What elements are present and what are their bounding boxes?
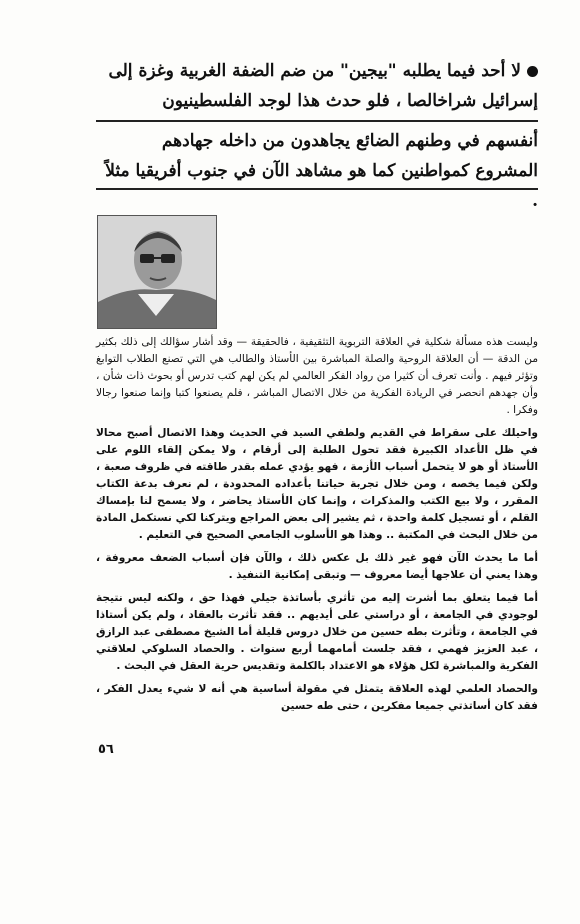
- paragraph-5: والحصاد العلمي لهذه العلاقة يتمثل في مقولة أساسية هي أنه لا شيء يعدل الفكر ، فقد كان أساتذتي جميعا مفكرين ، حتى طه حسين: [96, 683, 538, 712]
- divider-rule-bottom: [96, 188, 538, 190]
- pull-quote-top: [96, 56, 538, 116]
- page-number: ٥٦: [98, 742, 114, 757]
- pull-quote-top-text: لا أحد فيما يطلبه "بيجين" من ضم الضفة الغربية وغزة إلى إسرائيل شراخالصا ، فلو حدث هذا لوجد الفلسطينيون: [108, 61, 538, 111]
- divider-rule-top: [96, 120, 538, 122]
- pull-quote-bottom: أنفسهم في وطنهم الضائع يجاهدون من داخله جهادهم المشروع كمواطنين كما هو مشاهد الآن في جنوب أفريقيا مثلاً .: [105, 131, 538, 211]
- bullet-icon: [527, 66, 538, 77]
- portrait-photo: [97, 215, 217, 329]
- paragraph-4: أما فيما يتعلق بما أشرت إليه من تأثري بأساتذة جيلي فهذا حق ، ولكنه ليس نتيجة لوجودي في الجامعة ، أو دراستي على أيديهم .. فقد تأثرت بالعقاد ، ولم يكن أستاذا في الجامعة ، وتأثرت بطه حسين من خلال دروس قليلة أما الشيخ مصطفى عبد الرازق ، عبد العزيز فهمي ، فقد جلست أمامهما أربع سنوات . والحصاد السلوكي لعلاقتي الفكرية والمباشرة لكل هؤلاء هو الاعتداد بالكلمة وتقديس حرية العقل في البحث .: [96, 592, 538, 672]
- paragraph-1: وليست هذه مسألة شكلية في العلاقة التربوية التثقيفية ، فالحقيقة — وقد أشار سؤالك إلى ذلك بكثير من الدقة — أن العلاقة الروحية والصلة المباشرة بين الأستاذ والطالب هي التي تصنع الطلاب التوابغ وتؤثر فيهم . وأنت تعرف أن كثيرا من رواد الفكر العالمي لم يكن لهم كتب تدرس أو بحوث ذات شأن ، وأن جهدهم انحصر في الريادة الفكرية من خلال الاتصال المباشر ، فلم يصنعوا كتبا وإنما صنعوا رجالا وفكرا .: [96, 336, 538, 416]
- article-body: [96, 334, 538, 721]
- paragraph-3: أما ما يحدث الآن فهو غير ذلك بل عكس ذلك ، والآن فإن أسباب الضعف معروفة ، وهذا يعني أن علاجها أيضا معروف — وتبقى إمكانية التنفيذ .: [96, 552, 538, 581]
- portrait-photo-icon: [98, 216, 216, 328]
- paragraph-2: واحيلك على سقراط في القديم ولطفي السيد في الحديث وهذا الاتصال أصبح محالا في ظل الأعداد الكبيرة فقد تحول الطلبة إلى أرقام ، ولا يمكن إلقاء اللوم على الأستاذ أو هو لا يتحمل أسباب الأزمة ، فهو يؤدي عمله بقدر طاقته في ظروف صعبة ، ولكن فيما يخصه ، ومن خلال تجربة حياتنا بأعداده المحدودة ، لم نعرف بدعة الكتاب المقرر ، ولا بيع الكتب والمذكرات ، وإنما كان الأستاذ يحاضر ، ولا يسمح لنا بإمساك القلم ، أو تسجيل كلمة واحدة ، ثم يشير إلى بعض المراجع ويتركنا لكي نستكمل المادة من خلال البحث في المكتبة .. وهذا هو الأسلوب الجامعي الصحيح في التعليم .: [96, 427, 538, 541]
